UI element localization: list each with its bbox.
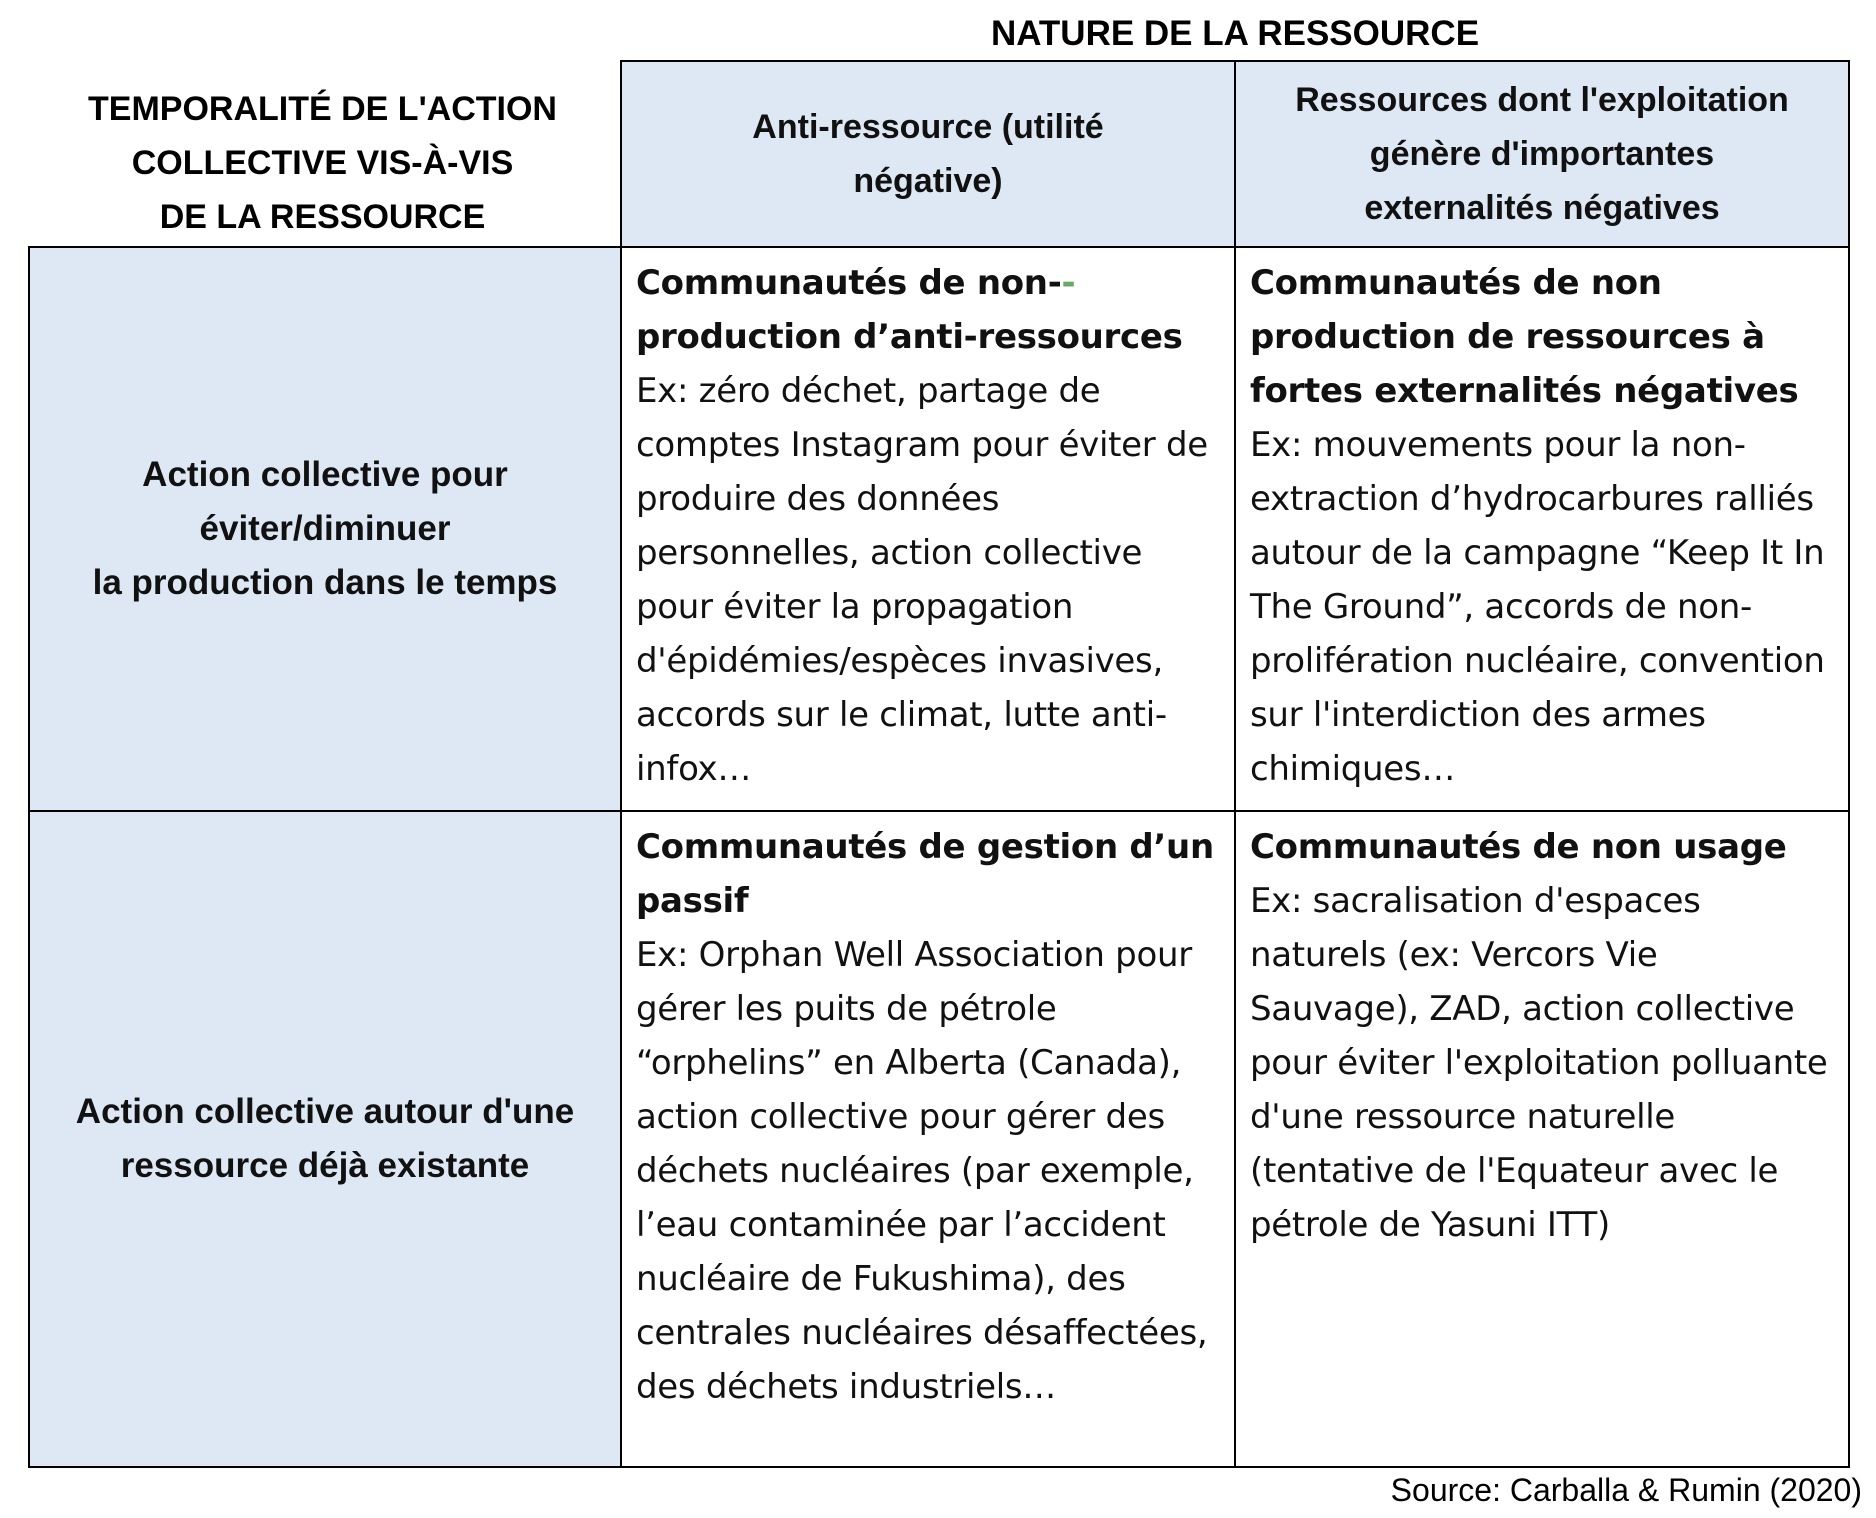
column-header-line: génère d'importantes xyxy=(1369,135,1715,173)
cell-title xyxy=(636,256,1222,310)
column-header-line: négative) xyxy=(853,162,1003,200)
cell-title: Communautés de non usage xyxy=(1250,827,1787,867)
cell-non-production-anti-ressources xyxy=(620,246,1236,812)
dash-mark: - xyxy=(1061,263,1076,303)
row-group-title xyxy=(30,82,615,242)
cell-title: Communautés de gestion d’un passif xyxy=(636,827,1214,921)
cell-text: Ex: mouvements pour la non-extraction d’hydrocarbures ralliés autour de la campagne “Keep It In The Ground”, accords de non-prolifération nucléaire, convention sur l'interdiction des armes chimiques… xyxy=(1250,425,1825,789)
column-header-line: Anti-ressource (utilité xyxy=(752,108,1104,146)
row-group-title-line: COLLECTIVE VIS-À-VIS xyxy=(131,144,514,182)
column-header-line: Ressources dont l'exploitation xyxy=(1295,81,1789,119)
row-header-eviter-production xyxy=(28,246,622,812)
row-header-line: ressource déjà existante xyxy=(120,1146,530,1185)
cell-title: Communautés de non production de ressources à fortes externalités négatives xyxy=(1250,263,1799,411)
cell-non-usage xyxy=(1234,810,1850,1468)
source-citation: Source: Carballa & Rumin (2020) xyxy=(1390,1472,1862,1508)
cell-text: Ex: sacralisation d'espaces naturels (ex: Vercors Vie Sauvage), ZAD, action collective pour éviter l'exploitation polluante d'une ressource naturelle (tentative de l'Equateur avec le pétrole de Yasuni ITT) xyxy=(1250,881,1828,1245)
row-header-ressource-existante xyxy=(28,810,622,1468)
row-group-title-line: TEMPORALITÉ DE L'ACTION xyxy=(88,90,557,128)
cell-text: Ex: zéro déchet, partage de comptes Instagram pour éviter de produire des données personnelles, action collective pour éviter la propagation d'épidémies/espèces invasives, accords sur le climat, lutte anti-infox… xyxy=(636,371,1208,789)
row-group-title-line: DE LA RESSOURCE xyxy=(159,198,486,236)
column-group-title: NATURE DE LA RESSOURCE xyxy=(990,14,1480,53)
column-header-externalites xyxy=(1234,60,1850,248)
row-header-line: éviter/diminuer xyxy=(199,509,451,548)
row-header-line: Action collective pour xyxy=(142,455,508,494)
cell-non-production-externalites xyxy=(1234,246,1850,812)
cell-title-part: Communautés de non- xyxy=(636,263,1062,303)
cell-gestion-passif xyxy=(620,810,1236,1468)
row-header-line: Action collective autour d'une xyxy=(75,1092,575,1131)
row-header-line: la production dans le temps xyxy=(92,563,558,602)
column-header-anti-ressource xyxy=(620,60,1236,248)
column-header-line: externalités négatives xyxy=(1364,189,1720,227)
cell-title-continued: production d’anti-ressources xyxy=(636,317,1183,357)
cell-text: Ex: Orphan Well Association pour gérer les puits de pétrole “orphelins” en Alberta (Canada), action collective pour gérer des déchets nucléaires (par exemple, l’eau contaminée par l’accident nucléaire de Fukushima), des centrales nucléaires désaffectées, des déchets industriels… xyxy=(636,935,1208,1407)
